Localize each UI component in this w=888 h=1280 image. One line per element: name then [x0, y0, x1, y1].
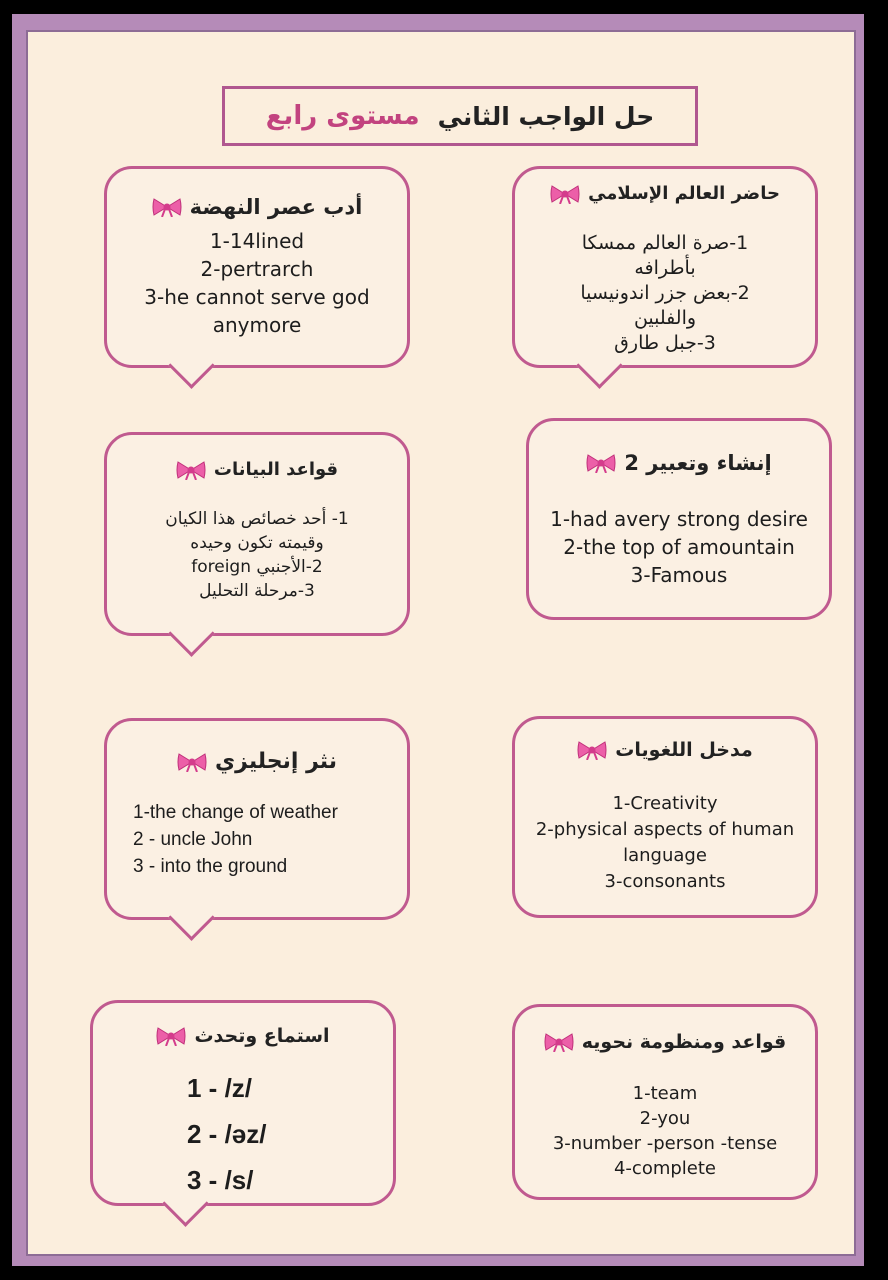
answer-line: 2 - uncle John: [133, 829, 253, 850]
bow-icon: [152, 197, 182, 217]
card-heading: حاضر العالم الإسلامي: [515, 183, 815, 204]
answer-line: 1-صرة العالم ممسكا: [581, 232, 749, 254]
bow-icon: [544, 1032, 574, 1052]
answer-line: 3 - /s/: [187, 1165, 254, 1195]
card-heading: قواعد البيانات: [107, 459, 407, 480]
answer-line: 3-consonants: [604, 871, 726, 892]
card-heading: إنشاء وتعبير 2: [529, 451, 829, 475]
bow-icon: [177, 752, 207, 772]
card-renaissance-literature: [104, 166, 410, 368]
title-level: مستوى رابع: [265, 101, 420, 131]
answer-line: 3-Famous: [630, 563, 728, 587]
card-english-prose: [104, 718, 410, 920]
answer-line: 1-team: [632, 1083, 698, 1104]
answer-line: 2-بعض جزر اندونيسيا: [580, 282, 750, 304]
answer-line: 3-number -person -tense: [552, 1133, 778, 1154]
answer-line: والفلبين: [633, 307, 697, 329]
answer-line: 3-جبل طارق: [614, 332, 716, 354]
card-composition-expression: [526, 418, 832, 620]
answer-line: 1-the change of weather: [133, 802, 338, 823]
card-heading: نثر إنجليزي: [107, 749, 407, 774]
card-heading: استماع وتحدث: [93, 1025, 393, 1047]
answer-line: 3-مرحلة التحليل: [199, 581, 315, 601]
answer-line: 1-14lined: [209, 229, 305, 253]
card-islamic-world: [512, 166, 818, 368]
bow-icon: [176, 460, 206, 480]
answer-line: 1- أحد خصائص هذا الكيان: [165, 509, 349, 529]
bow-icon: [577, 740, 607, 760]
answer-line: language: [623, 845, 707, 866]
answer-line: 1-had avery strong desire: [550, 507, 808, 531]
card-intro-linguistics: [512, 716, 818, 918]
answer-line: 3 - into the ground: [133, 856, 288, 877]
answer-line: 3-he cannot serve god: [144, 285, 370, 309]
answer-line: 2 - /əz/: [187, 1119, 267, 1149]
card-heading: مدخل اللغويات: [515, 739, 815, 761]
card-heading: قواعد ومنظومة نحويه: [515, 1031, 815, 1053]
title-main: حل الواجب الثاني: [437, 101, 655, 131]
bow-icon: [550, 184, 580, 204]
page-title: [222, 86, 698, 146]
answer-line: 1-Creativity: [612, 793, 718, 814]
answer-line: 2-you: [639, 1108, 691, 1129]
answer-line: بأطرافه: [634, 257, 696, 279]
answer-line: 1 - /z/: [187, 1073, 253, 1103]
card-listening-speaking: [90, 1000, 396, 1206]
answer-line: وقيمته تكون وحيده: [190, 533, 324, 553]
bow-icon: [156, 1026, 186, 1046]
answer-line: 2-pertrarch: [200, 257, 314, 281]
card-grammar-syntax: [512, 1004, 818, 1200]
answer-line: 2-the top of amountain: [563, 535, 795, 559]
card-heading: أدب عصر النهضة: [107, 195, 407, 219]
answer-line: 4-complete: [613, 1158, 717, 1179]
card-databases: [104, 432, 410, 636]
answer-line: 2-physical aspects of human: [535, 819, 795, 840]
answer-line: 2-الأجنبي foreign: [191, 557, 323, 577]
answer-line: anymore: [212, 313, 302, 337]
bow-icon: [586, 453, 616, 473]
